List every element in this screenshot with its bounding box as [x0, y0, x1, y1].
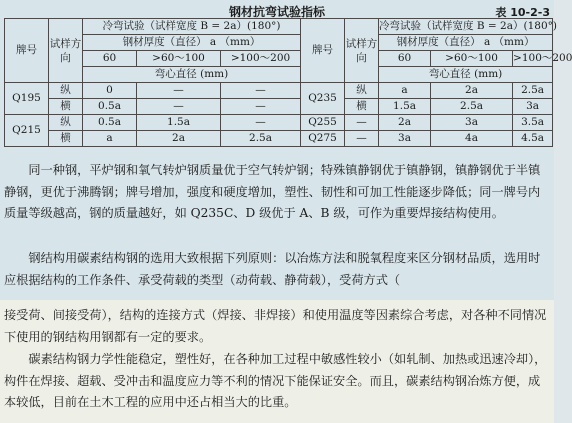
header-t1-right: 60: [379, 51, 431, 67]
header-t2-left: >60～100: [137, 51, 221, 67]
header-grade-left: 牌号: [5, 19, 49, 83]
value-cell: 2a: [379, 115, 431, 131]
grade-cell: Q195: [5, 83, 49, 115]
value-cell: 3a: [431, 115, 513, 131]
direction-cell: —: [345, 115, 379, 131]
value-cell: 2.5a: [513, 83, 553, 99]
grade-cell: Q235: [301, 83, 345, 115]
value-cell: 4a: [431, 131, 513, 147]
header-cold-bend-right: 冷弯试验（试样宽度 B = 2a）(180°): [379, 19, 553, 35]
header-diameter-left: 弯心直径 (mm): [83, 67, 301, 83]
grade-cell: Q215: [5, 115, 49, 147]
header-thickness-left: 钢材厚度（直径） a （mm）: [83, 35, 301, 51]
grade-cell: Q255: [301, 115, 345, 131]
table-row: [5, 99, 553, 115]
value-cell: 2.5a: [221, 131, 301, 147]
table-row: [5, 83, 553, 99]
direction-cell: 横: [345, 99, 379, 115]
value-cell: a: [379, 83, 431, 99]
paragraph-carbon-steel-properties: 碳素结构钢力学性能稳定，塑性好，在各种加工过程中敏感性较小（如轧制、加热或迅速冷却），构件在焊接、超载、受冲击和温度应力等不利的情况下能保证安全。而且，碳素结构钢冶炼方便，成本较低，目前在土木工程的应用中还占相当大的比重。: [4, 352, 547, 409]
value-cell: 2a: [431, 83, 513, 99]
header-t1-left: 60: [83, 51, 137, 67]
direction-cell: 纵: [49, 83, 83, 99]
value-cell: 3a: [379, 131, 431, 147]
value-cell: 1.5a: [379, 99, 431, 115]
value-cell: —: [221, 115, 301, 131]
value-cell: 0.5a: [83, 115, 137, 131]
grade-cell: Q275: [301, 131, 345, 147]
table-title: 钢材抗弯试验指标: [228, 5, 325, 19]
header-thickness-right: 钢材厚度（直径） a （mm）: [379, 35, 553, 51]
direction-cell: 纵: [345, 83, 379, 99]
value-cell: 0: [83, 83, 137, 99]
value-cell: —: [221, 83, 301, 99]
table-row: [5, 115, 553, 131]
bend-test-table: [4, 18, 572, 147]
header-cold-bend-left: 冷弯试验（试样宽度 B = 2a）(180°): [83, 19, 301, 35]
value-cell: 1.5a: [137, 115, 221, 131]
table-number: 表 10-2-3: [495, 6, 550, 19]
table-row: [5, 131, 553, 147]
value-cell: 3a: [513, 99, 553, 115]
value-cell: —: [221, 99, 301, 115]
value-cell: 0.5a: [83, 99, 137, 115]
value-cell: —: [137, 83, 221, 99]
header-t3-right: >100～200: [513, 51, 553, 67]
value-cell: —: [137, 99, 221, 115]
paragraph-selection-principles: 钢结构用碳素结构钢的选用大致根据下列原则：以冶炼方法和脱氧程度来区分钢材品质，选用时应根据结构的工作条件、承受荷载的类型（动荷载、静荷载），受荷方式（: [4, 251, 541, 287]
paragraph-selection-continued: 接受荷、间接受荷），结构的连接方式（焊接、非焊接）和使用温度等因素综合考虑，对各种不同情况下使用的钢结构用钢都有一定的要求。: [4, 308, 547, 344]
header-t2-right: >60～100: [431, 51, 513, 67]
value-cell: 3.5a: [513, 115, 553, 131]
header-direction-right: 试样方向: [345, 19, 379, 83]
header-grade-right: 牌号: [301, 19, 345, 83]
direction-cell: 纵: [49, 115, 83, 131]
direction-cell: 横: [49, 99, 83, 115]
header-diameter-right: 弯心直径 (mm): [379, 67, 553, 83]
value-cell: 4.5a: [513, 131, 553, 147]
paragraph-steel-quality: 同一种钢，平炉钢和氧气转炉钢质量优于空气转炉钢；特殊镇静钢优于镇静钢，镇静钢优于半镇静钢，更优于沸腾钢；牌号增加，强度和硬度增加，塑性、韧性和可加工性能逐步降低；同一牌号内质量等级越高，钢的质量越好，如 Q235C、D 级优于 A、B 级，可作为重要焊接结构使用。: [4, 163, 541, 220]
value-cell: a: [83, 131, 137, 147]
value-cell: 2a: [137, 131, 221, 147]
direction-cell: —: [345, 131, 379, 147]
header-direction-left: 试样方向: [49, 19, 83, 83]
header-t3-left: >100～200: [221, 51, 301, 67]
value-cell: 2.5a: [431, 99, 513, 115]
direction-cell: 横: [49, 131, 83, 147]
